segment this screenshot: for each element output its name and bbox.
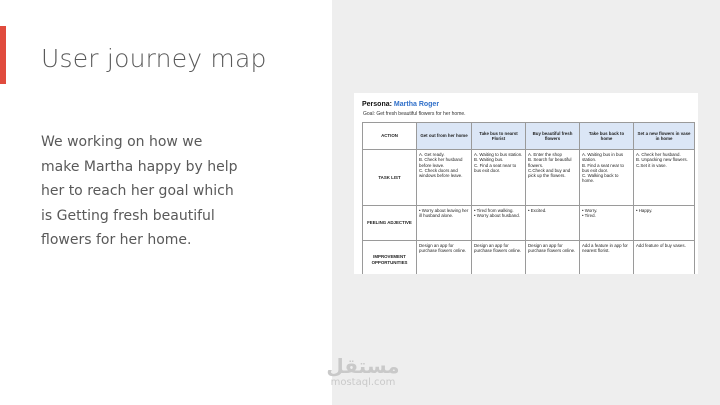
table-cell: • Worry. • Tired. (580, 206, 634, 241)
table-cell: A. Get ready. B. Check her husband before leave. C. Check doors and windows before leave. (417, 150, 472, 206)
watermark-latin: mostaql.com (330, 377, 396, 388)
table-cell: • Tired from walking. • Worry about husband. (472, 206, 526, 241)
table-cell: Design an app for purchase flowers online. (526, 241, 580, 275)
persona-label: Persona: (362, 101, 392, 108)
table-cell: • Happy. (634, 206, 695, 241)
watermark-arabic: مستقل (326, 354, 400, 378)
journey-table (362, 122, 695, 274)
table-corner-header: ACTION (363, 123, 417, 150)
persona-name: Martha Roger (393, 101, 440, 108)
table-cell: Design an app for purchase flowers online. (417, 241, 472, 275)
persona-header (362, 101, 439, 108)
action-header: Set a new flowers in vase in home (634, 123, 695, 150)
table-cell: Add a feature in app for nearest florist. (580, 241, 634, 275)
action-header: Take bus back to home (580, 123, 634, 150)
title-accent-bar (0, 26, 6, 84)
body-line: We working on how we (41, 134, 203, 150)
slide-left-panel (0, 0, 332, 405)
action-header: Take bus to nearst Florist (472, 123, 526, 150)
journey-map-image (354, 93, 698, 274)
persona-goal: Goal: Get fresh beautiful flowers for her home. (363, 111, 466, 117)
table-cell: A. Waiting bus in bus station. B. Find a seat near to bus exit door. C. Walking back to home. (580, 150, 634, 206)
row-header: FEELING ADJECTIVE (363, 206, 417, 241)
body-line: flowers for her home. (41, 232, 192, 248)
mostaql-watermark (318, 355, 408, 389)
body-line: make Martha happy by help (41, 158, 238, 175)
table-cell: A. Enter the shop B. Search for beautiful flowers. C.Check and buy and pick up the flowers. (526, 150, 580, 206)
action-header: Buy beautiful fresh flowers (526, 123, 580, 150)
table-cell: A. Waiting to bus station. B. Waiting bus. C. Find a seat near to bus exit door. (472, 150, 526, 206)
table-row (363, 150, 695, 206)
body-line: is Getting fresh beautiful (41, 207, 215, 224)
table-cell: A. Check her husband. B. Unpacking new flowers. C.Set it in vase. (634, 150, 695, 206)
table-cell: Add feature of buy vases. (634, 241, 695, 275)
slide-title: User journey map (41, 44, 267, 73)
slide-body-text (41, 130, 311, 253)
table-row (363, 206, 695, 241)
table-cell: Design an app for purchase flowers online. (472, 241, 526, 275)
table-header-row (363, 123, 695, 150)
table-row (363, 241, 695, 275)
action-header: Get out from her home (417, 123, 472, 150)
row-header: IMPROVEMENT OPPORTUNITIES (363, 241, 417, 275)
table-cell: • Excited. (526, 206, 580, 241)
body-line: her to reach her goal which (41, 183, 234, 199)
row-header: TASK LIST (363, 150, 417, 206)
table-cell: • Worry about leaving her ill husband alone. (417, 206, 472, 241)
